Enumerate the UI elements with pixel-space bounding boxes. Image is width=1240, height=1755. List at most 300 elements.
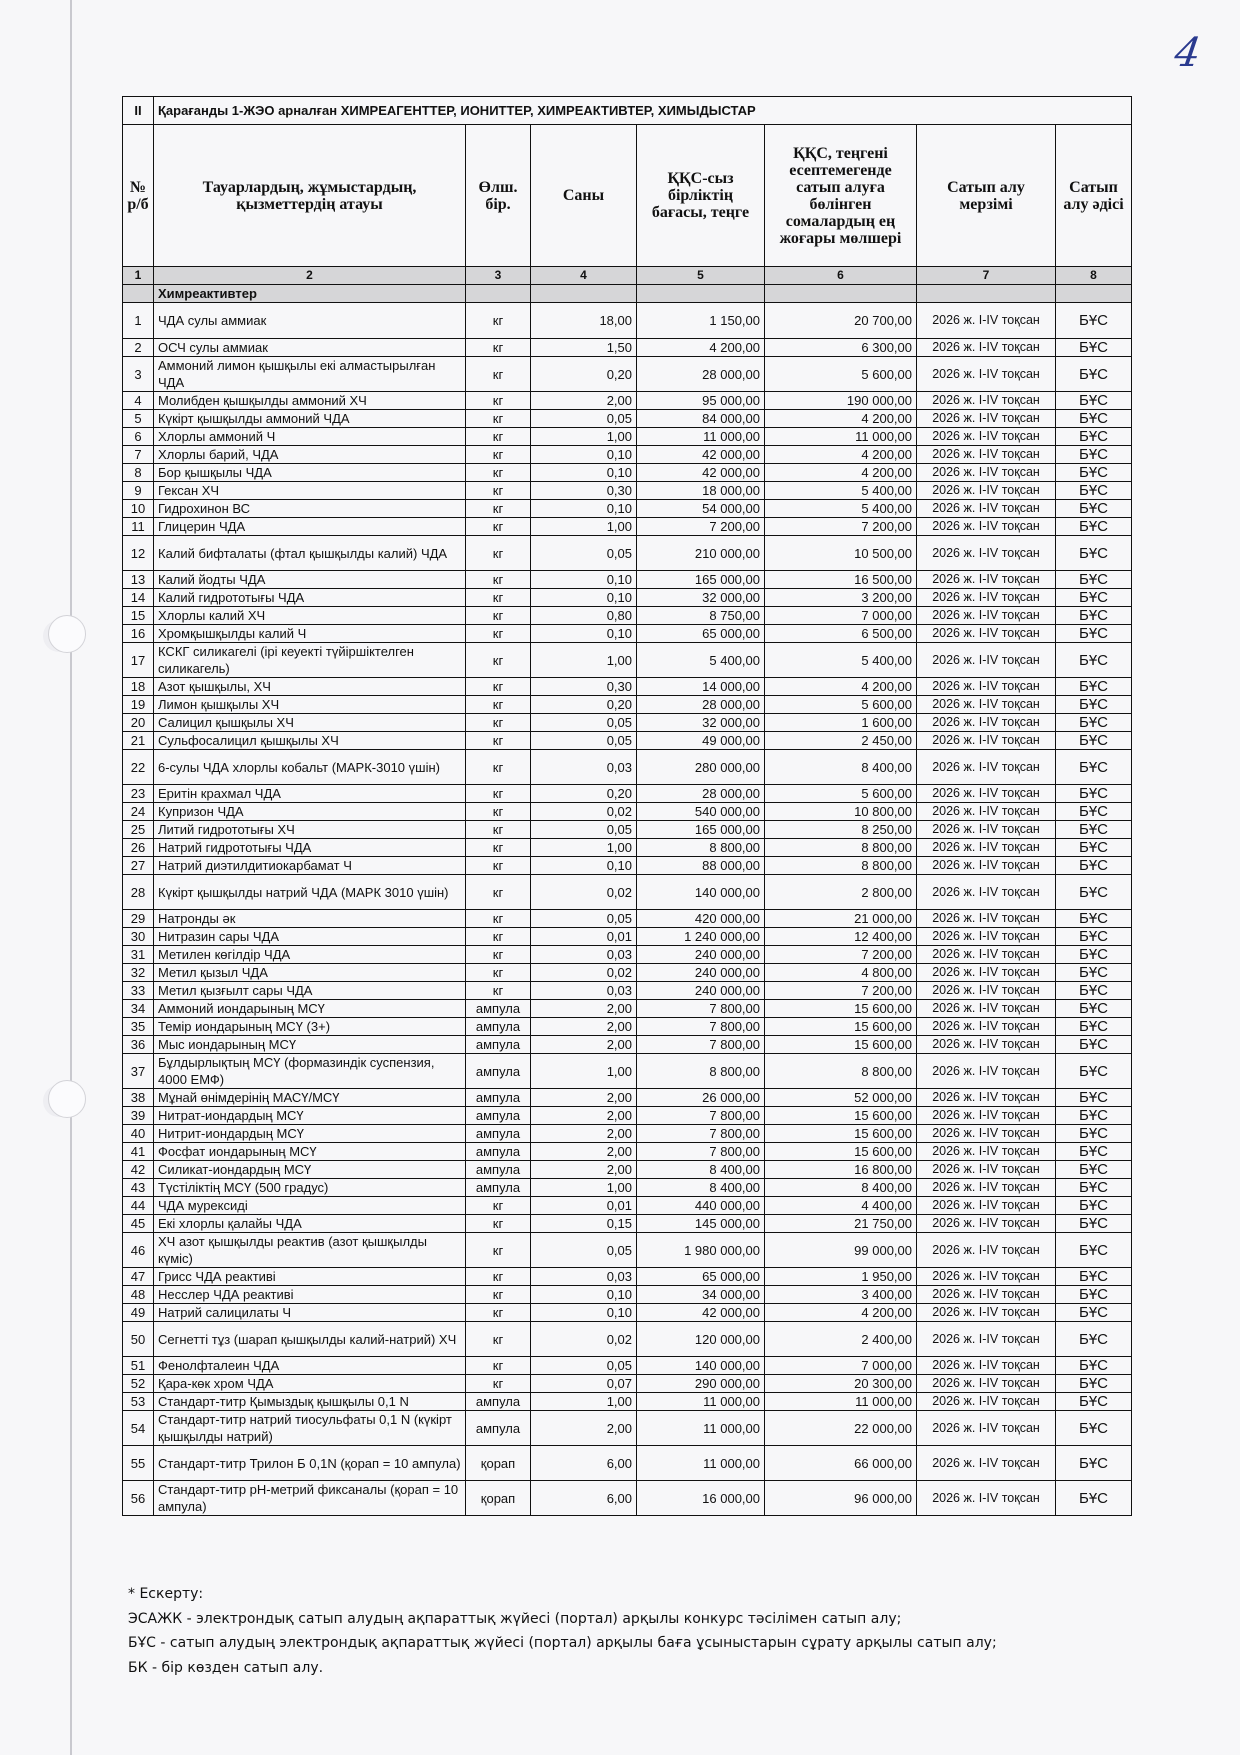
procurement-method: БҰС: [1056, 1161, 1132, 1179]
procurement-method: БҰС: [1056, 1089, 1132, 1107]
total-amount: 3 400,00: [765, 1286, 917, 1304]
procurement-term: 2026 ж. I-IV тоқсан: [917, 1143, 1056, 1161]
procurement-term: 2026 ж. I-IV тоқсан: [917, 1375, 1056, 1393]
unit: кг: [466, 643, 531, 678]
procurement-term: 2026 ж. I-IV тоқсан: [917, 732, 1056, 750]
procurement-method: БҰС: [1056, 928, 1132, 946]
unit-price: 420 000,00: [637, 910, 765, 928]
procurement-method: БҰС: [1056, 1411, 1132, 1446]
item-name: Хлорлы калий ХЧ: [154, 607, 466, 625]
column-number: 8: [1056, 267, 1132, 285]
table-row: [123, 1322, 1132, 1357]
item-name: ХЧ азот қышқылды реактив (азот қышқылды күміс): [154, 1233, 466, 1268]
unit: кг: [466, 875, 531, 910]
footnotes: [128, 1582, 997, 1680]
procurement-term: 2026 ж. I-IV тоқсан: [917, 678, 1056, 696]
row-number: 4: [123, 392, 154, 410]
total-amount: 4 200,00: [765, 464, 917, 482]
total-amount: 8 400,00: [765, 1179, 917, 1197]
procurement-term: 2026 ж. I-IV тоқсан: [917, 803, 1056, 821]
item-name: Хлорлы барий, ЧДА: [154, 446, 466, 464]
procurement-method: БҰС: [1056, 678, 1132, 696]
column-number: 4: [531, 267, 637, 285]
quantity: 0,01: [531, 1197, 637, 1215]
table-row: [123, 571, 1132, 589]
category-spacer: [531, 285, 637, 303]
table-row: [123, 982, 1132, 1000]
unit: кг: [466, 625, 531, 643]
unit: кг: [466, 357, 531, 392]
procurement-method: БҰС: [1056, 1322, 1132, 1357]
item-name: Хромқышқылды калий Ч: [154, 625, 466, 643]
row-number: 1: [123, 303, 154, 339]
procurement-method: БҰС: [1056, 1233, 1132, 1268]
procurement-term: 2026 ж. I-IV тоқсан: [917, 428, 1056, 446]
quantity: 0,01: [531, 928, 637, 946]
unit: қорап: [466, 1446, 531, 1481]
unit-price: 240 000,00: [637, 964, 765, 982]
header-total: ҚҚС, теңгені есептемегенде сатып алуға бөлінген сомалардың ең жоғары мөлшері: [765, 125, 917, 267]
row-number: 54: [123, 1411, 154, 1446]
total-amount: 7 000,00: [765, 607, 917, 625]
procurement-term: 2026 ж. I-IV тоқсан: [917, 410, 1056, 428]
total-amount: 5 600,00: [765, 696, 917, 714]
total-amount: 21 750,00: [765, 1215, 917, 1233]
total-amount: 7 000,00: [765, 1357, 917, 1375]
header-price: ҚҚС-сыз бірліктің бағасы, теңге: [637, 125, 765, 267]
unit: ампула: [466, 1143, 531, 1161]
header-method: Сатып алу әдісі: [1056, 125, 1132, 267]
procurement-term: 2026 ж. I-IV тоқсан: [917, 571, 1056, 589]
procurement-method: БҰС: [1056, 982, 1132, 1000]
category-spacer: [637, 285, 765, 303]
column-number: 2: [154, 267, 466, 285]
quantity: 2,00: [531, 1161, 637, 1179]
procurement-term: 2026 ж. I-IV тоқсан: [917, 1197, 1056, 1215]
total-amount: 4 200,00: [765, 410, 917, 428]
row-number: 47: [123, 1268, 154, 1286]
procurement-term: 2026 ж. I-IV тоқсан: [917, 714, 1056, 732]
table-row: [123, 1036, 1132, 1054]
table-row: [123, 1107, 1132, 1125]
unit: кг: [466, 303, 531, 339]
unit: кг: [466, 536, 531, 571]
total-amount: 6 300,00: [765, 339, 917, 357]
procurement-term: 2026 ж. I-IV тоқсан: [917, 875, 1056, 910]
procurement-term: 2026 ж. I-IV тоқсан: [917, 1446, 1056, 1481]
table-row: [123, 339, 1132, 357]
unit-price: 280 000,00: [637, 750, 765, 785]
unit-price: 165 000,00: [637, 571, 765, 589]
total-amount: 21 000,00: [765, 910, 917, 928]
procurement-method: БҰС: [1056, 571, 1132, 589]
header-unit: Өлш. бір.: [466, 125, 531, 267]
item-name: Литий гидрототығы ХЧ: [154, 821, 466, 839]
unit: кг: [466, 910, 531, 928]
table-row: [123, 1179, 1132, 1197]
procurement-method: БҰС: [1056, 1125, 1132, 1143]
item-name: Күкірт қышқылды аммоний ЧДА: [154, 410, 466, 428]
item-name: Салицил қышқылы ХЧ: [154, 714, 466, 732]
quantity: 0,03: [531, 946, 637, 964]
quantity: 0,02: [531, 875, 637, 910]
row-number: 51: [123, 1357, 154, 1375]
procurement-method: БҰС: [1056, 482, 1132, 500]
item-name: Силикат-иондардың МСҮ: [154, 1161, 466, 1179]
unit: кг: [466, 1233, 531, 1268]
quantity: 1,50: [531, 339, 637, 357]
header-term: Сатып алу мерзімі: [917, 125, 1056, 267]
total-amount: 8 250,00: [765, 821, 917, 839]
row-number: 26: [123, 839, 154, 857]
row-number: 36: [123, 1036, 154, 1054]
row-number: 22: [123, 750, 154, 785]
unit-price: 7 800,00: [637, 1018, 765, 1036]
procurement-term: 2026 ж. I-IV тоқсан: [917, 1161, 1056, 1179]
procurement-method: БҰС: [1056, 357, 1132, 392]
row-number: 18: [123, 678, 154, 696]
quantity: 0,10: [531, 446, 637, 464]
unit: кг: [466, 678, 531, 696]
row-number: 41: [123, 1143, 154, 1161]
procurement-term: 2026 ж. I-IV тоқсан: [917, 1233, 1056, 1268]
punch-hole: [48, 1080, 86, 1118]
item-name: Түстіліктің МСҮ (500 градус): [154, 1179, 466, 1197]
table-row: [123, 678, 1132, 696]
unit: кг: [466, 928, 531, 946]
row-number: 21: [123, 732, 154, 750]
unit-price: 88 000,00: [637, 857, 765, 875]
unit-price: 11 000,00: [637, 1393, 765, 1411]
column-number: 7: [917, 267, 1056, 285]
quantity: 1,00: [531, 1179, 637, 1197]
table-row: [123, 875, 1132, 910]
unit: ампула: [466, 1054, 531, 1089]
item-name: Нитразин сары ЧДА: [154, 928, 466, 946]
unit-price: 240 000,00: [637, 946, 765, 964]
handwritten-page-number: 4: [1171, 30, 1204, 76]
unit: кг: [466, 392, 531, 410]
procurement-term: 2026 ж. I-IV тоқсан: [917, 1000, 1056, 1018]
unit: ампула: [466, 1018, 531, 1036]
quantity: 0,03: [531, 1268, 637, 1286]
item-name: Лимон қышқылы ХЧ: [154, 696, 466, 714]
unit: кг: [466, 732, 531, 750]
row-number: 46: [123, 1233, 154, 1268]
unit-price: 7 800,00: [637, 1143, 765, 1161]
unit: кг: [466, 839, 531, 857]
item-name: Екі хлорлы қалайы ЧДА: [154, 1215, 466, 1233]
quantity: 2,00: [531, 1000, 637, 1018]
procurement-method: БҰС: [1056, 1000, 1132, 1018]
total-amount: 66 000,00: [765, 1446, 917, 1481]
item-name: Еритін крахмал ЧДА: [154, 785, 466, 803]
table-row: [123, 607, 1132, 625]
item-name: Несслер ЧДА реактиві: [154, 1286, 466, 1304]
total-amount: 15 600,00: [765, 1143, 917, 1161]
table-row: [123, 1125, 1132, 1143]
quantity: 18,00: [531, 303, 637, 339]
table-row: [123, 1393, 1132, 1411]
item-name: ЧДА мурексиді: [154, 1197, 466, 1215]
unit-price: 8 800,00: [637, 839, 765, 857]
total-amount: 7 200,00: [765, 982, 917, 1000]
item-name: Натронды әк: [154, 910, 466, 928]
procurement-term: 2026 ж. I-IV тоқсан: [917, 928, 1056, 946]
procurement-method: БҰС: [1056, 428, 1132, 446]
section-number: II: [123, 97, 154, 125]
item-name: Калий гидрототығы ЧДА: [154, 589, 466, 607]
item-name: Купризон ЧДА: [154, 803, 466, 821]
row-number: 29: [123, 910, 154, 928]
row-number: 10: [123, 500, 154, 518]
item-name: Аммоний иондарының МСҮ: [154, 1000, 466, 1018]
quantity: 0,10: [531, 589, 637, 607]
procurement-term: 2026 ж. I-IV тоқсан: [917, 910, 1056, 928]
row-number: 28: [123, 875, 154, 910]
row-number: 52: [123, 1375, 154, 1393]
quantity: 0,15: [531, 1215, 637, 1233]
item-name: Глицерин ЧДА: [154, 518, 466, 536]
row-number: 23: [123, 785, 154, 803]
procurement-method: БҰС: [1056, 785, 1132, 803]
table-row: [123, 839, 1132, 857]
item-name: Грисс ЧДА реактиві: [154, 1268, 466, 1286]
row-number: 5: [123, 410, 154, 428]
table-row: [123, 910, 1132, 928]
quantity: 0,02: [531, 964, 637, 982]
row-number: 25: [123, 821, 154, 839]
quantity: 2,00: [531, 392, 637, 410]
item-name: Азот қышқылы, ХЧ: [154, 678, 466, 696]
total-amount: 4 800,00: [765, 964, 917, 982]
total-amount: 15 600,00: [765, 1125, 917, 1143]
unit-price: 28 000,00: [637, 357, 765, 392]
procurement-term: 2026 ж. I-IV тоқсан: [917, 464, 1056, 482]
procurement-method: БҰС: [1056, 500, 1132, 518]
header-no: № р/б: [123, 125, 154, 267]
item-name: Бор қышқылы ЧДА: [154, 464, 466, 482]
row-number: 43: [123, 1179, 154, 1197]
unit-price: 210 000,00: [637, 536, 765, 571]
row-number: 45: [123, 1215, 154, 1233]
procurement-term: 2026 ж. I-IV тоқсан: [917, 1268, 1056, 1286]
quantity: 0,05: [531, 1357, 637, 1375]
procurement-term: 2026 ж. I-IV тоқсан: [917, 518, 1056, 536]
unit-price: 18 000,00: [637, 482, 765, 500]
table-row: [123, 643, 1132, 678]
footnote-bus: БҰС - сатып алудың электрондық ақпараттық жүйесі (портал) арқылы баға ұсыныстарын сұрату арқылы сатып алу;: [128, 1635, 997, 1651]
unit: кг: [466, 803, 531, 821]
total-amount: 1 600,00: [765, 714, 917, 732]
total-amount: 4 200,00: [765, 446, 917, 464]
quantity: 2,00: [531, 1125, 637, 1143]
item-name: Фенолфталеин ЧДА: [154, 1357, 466, 1375]
row-number: 31: [123, 946, 154, 964]
unit-price: 26 000,00: [637, 1089, 765, 1107]
column-number-row: [123, 267, 1132, 285]
item-name: КСКГ силикагелі (ірі кеуекті түйіршіктелген силикагель): [154, 643, 466, 678]
procurement-method: БҰС: [1056, 1143, 1132, 1161]
quantity: 0,05: [531, 910, 637, 928]
total-amount: 15 600,00: [765, 1107, 917, 1125]
table-row: [123, 821, 1132, 839]
item-name: Стандарт-титр натрий тиосульфаты 0,1 N (күкірт қышқылды натрий): [154, 1411, 466, 1446]
total-amount: 7 200,00: [765, 518, 917, 536]
item-name: Молибден қышқылды аммоний ХЧ: [154, 392, 466, 410]
unit-price: 165 000,00: [637, 821, 765, 839]
total-amount: 4 200,00: [765, 678, 917, 696]
unit-price: 42 000,00: [637, 446, 765, 464]
procurement-method: БҰС: [1056, 625, 1132, 643]
row-number: 13: [123, 571, 154, 589]
table-row: [123, 785, 1132, 803]
procurement-term: 2026 ж. I-IV тоқсан: [917, 1322, 1056, 1357]
unit-price: 42 000,00: [637, 464, 765, 482]
procurement-method: БҰС: [1056, 1304, 1132, 1322]
unit: кг: [466, 982, 531, 1000]
quantity: 0,10: [531, 857, 637, 875]
quantity: 0,05: [531, 536, 637, 571]
row-number: 44: [123, 1197, 154, 1215]
unit-price: 65 000,00: [637, 1268, 765, 1286]
row-number: 24: [123, 803, 154, 821]
total-amount: 6 500,00: [765, 625, 917, 643]
unit-price: 140 000,00: [637, 1357, 765, 1375]
procurement-method: БҰС: [1056, 1197, 1132, 1215]
footnote-esazhk: ЭСАЖК - электрондық сатып алудың ақпараттық жүйесі (портал) арқылы конкурс тәсілімен сатып алу;: [128, 1610, 902, 1627]
category-spacer: [765, 285, 917, 303]
quantity: 0,20: [531, 357, 637, 392]
row-number: 11: [123, 518, 154, 536]
unit: кг: [466, 1322, 531, 1357]
unit-price: 8 750,00: [637, 607, 765, 625]
category-spacer: [466, 285, 531, 303]
item-name: Мыс иондарының МСҮ: [154, 1036, 466, 1054]
row-number: 39: [123, 1107, 154, 1125]
table-row: [123, 750, 1132, 785]
quantity: 0,10: [531, 500, 637, 518]
unit: кг: [466, 750, 531, 785]
table-row: [123, 964, 1132, 982]
row-number: 33: [123, 982, 154, 1000]
procurement-method: БҰС: [1056, 1036, 1132, 1054]
item-name: 6-сулы ЧДА хлорлы кобальт (МАРК-3010 үшін): [154, 750, 466, 785]
unit-price: 1 150,00: [637, 303, 765, 339]
column-number: 5: [637, 267, 765, 285]
total-amount: 11 000,00: [765, 428, 917, 446]
procurement-term: 2026 ж. I-IV тоқсан: [917, 1054, 1056, 1089]
table-row: [123, 482, 1132, 500]
unit-price: 7 800,00: [637, 1125, 765, 1143]
quantity: 2,00: [531, 1036, 637, 1054]
item-name: Натрий диэтилдитиокарбамат Ч: [154, 857, 466, 875]
procurement-term: 2026 ж. I-IV тоқсан: [917, 839, 1056, 857]
procurement-method: БҰС: [1056, 1268, 1132, 1286]
procurement-term: 2026 ж. I-IV тоқсан: [917, 1179, 1056, 1197]
unit: кг: [466, 339, 531, 357]
quantity: 2,00: [531, 1411, 637, 1446]
table-row: [123, 1089, 1132, 1107]
row-number: 15: [123, 607, 154, 625]
category-row: [123, 285, 1132, 303]
total-amount: 5 400,00: [765, 643, 917, 678]
table-row: [123, 946, 1132, 964]
quantity: 2,00: [531, 1018, 637, 1036]
column-number: 6: [765, 267, 917, 285]
unit: кг: [466, 696, 531, 714]
category-spacer: [917, 285, 1056, 303]
total-amount: 11 000,00: [765, 1393, 917, 1411]
row-number: 38: [123, 1089, 154, 1107]
unit-price: 14 000,00: [637, 678, 765, 696]
table-row: [123, 446, 1132, 464]
unit-price: 7 800,00: [637, 1107, 765, 1125]
row-number: 55: [123, 1446, 154, 1481]
procurement-term: 2026 ж. I-IV тоқсан: [917, 696, 1056, 714]
table-row: [123, 1161, 1132, 1179]
procurement-term: 2026 ж. I-IV тоқсан: [917, 750, 1056, 785]
procurement-term: 2026 ж. I-IV тоқсан: [917, 785, 1056, 803]
total-amount: 1 950,00: [765, 1268, 917, 1286]
row-number: 16: [123, 625, 154, 643]
total-amount: 8 800,00: [765, 857, 917, 875]
procurement-term: 2026 ж. I-IV тоқсан: [917, 1304, 1056, 1322]
item-name: Натрий салицилаты Ч: [154, 1304, 466, 1322]
item-name: Стандарт-титр Қымыздық қышқылы 0,1 N: [154, 1393, 466, 1411]
item-name: Бұлдырлықтың МСҮ (формазиндік суспензия, 4000 ЕМФ): [154, 1054, 466, 1089]
table-row: [123, 464, 1132, 482]
procurement-term: 2026 ж. I-IV тоқсан: [917, 1411, 1056, 1446]
unit-price: 95 000,00: [637, 392, 765, 410]
procurement-method: БҰС: [1056, 910, 1132, 928]
item-name: Метил қызғылт сары ЧДА: [154, 982, 466, 1000]
procurement-term: 2026 ж. I-IV тоқсан: [917, 500, 1056, 518]
quantity: 0,05: [531, 732, 637, 750]
footnote-heading: * Ескерту:: [128, 1586, 204, 1602]
item-name: Фосфат иондарының МСҮ: [154, 1143, 466, 1161]
row-number: 20: [123, 714, 154, 732]
unit: кг: [466, 428, 531, 446]
total-amount: 3 200,00: [765, 589, 917, 607]
quantity: 0,30: [531, 678, 637, 696]
procurement-method: БҰС: [1056, 518, 1132, 536]
table-row: [123, 1018, 1132, 1036]
procurement-term: 2026 ж. I-IV тоқсан: [917, 625, 1056, 643]
table-row: [123, 857, 1132, 875]
unit: кг: [466, 1268, 531, 1286]
procurement-method: БҰС: [1056, 643, 1132, 678]
quantity: 1,00: [531, 428, 637, 446]
total-amount: 20 300,00: [765, 1375, 917, 1393]
unit-price: 11 000,00: [637, 1411, 765, 1446]
unit-price: 1 240 000,00: [637, 928, 765, 946]
procurement-term: 2026 ж. I-IV тоқсан: [917, 1107, 1056, 1125]
row-number: 42: [123, 1161, 154, 1179]
total-amount: 15 600,00: [765, 1000, 917, 1018]
quantity: 0,10: [531, 571, 637, 589]
total-amount: 22 000,00: [765, 1411, 917, 1446]
row-number: 56: [123, 1481, 154, 1516]
procurement-method: БҰС: [1056, 446, 1132, 464]
unit-price: 28 000,00: [637, 785, 765, 803]
total-amount: 20 700,00: [765, 303, 917, 339]
total-amount: 5 600,00: [765, 785, 917, 803]
row-number: 32: [123, 964, 154, 982]
unit-price: 1 980 000,00: [637, 1233, 765, 1268]
procurement-method: БҰС: [1056, 750, 1132, 785]
unit-price: 54 000,00: [637, 500, 765, 518]
